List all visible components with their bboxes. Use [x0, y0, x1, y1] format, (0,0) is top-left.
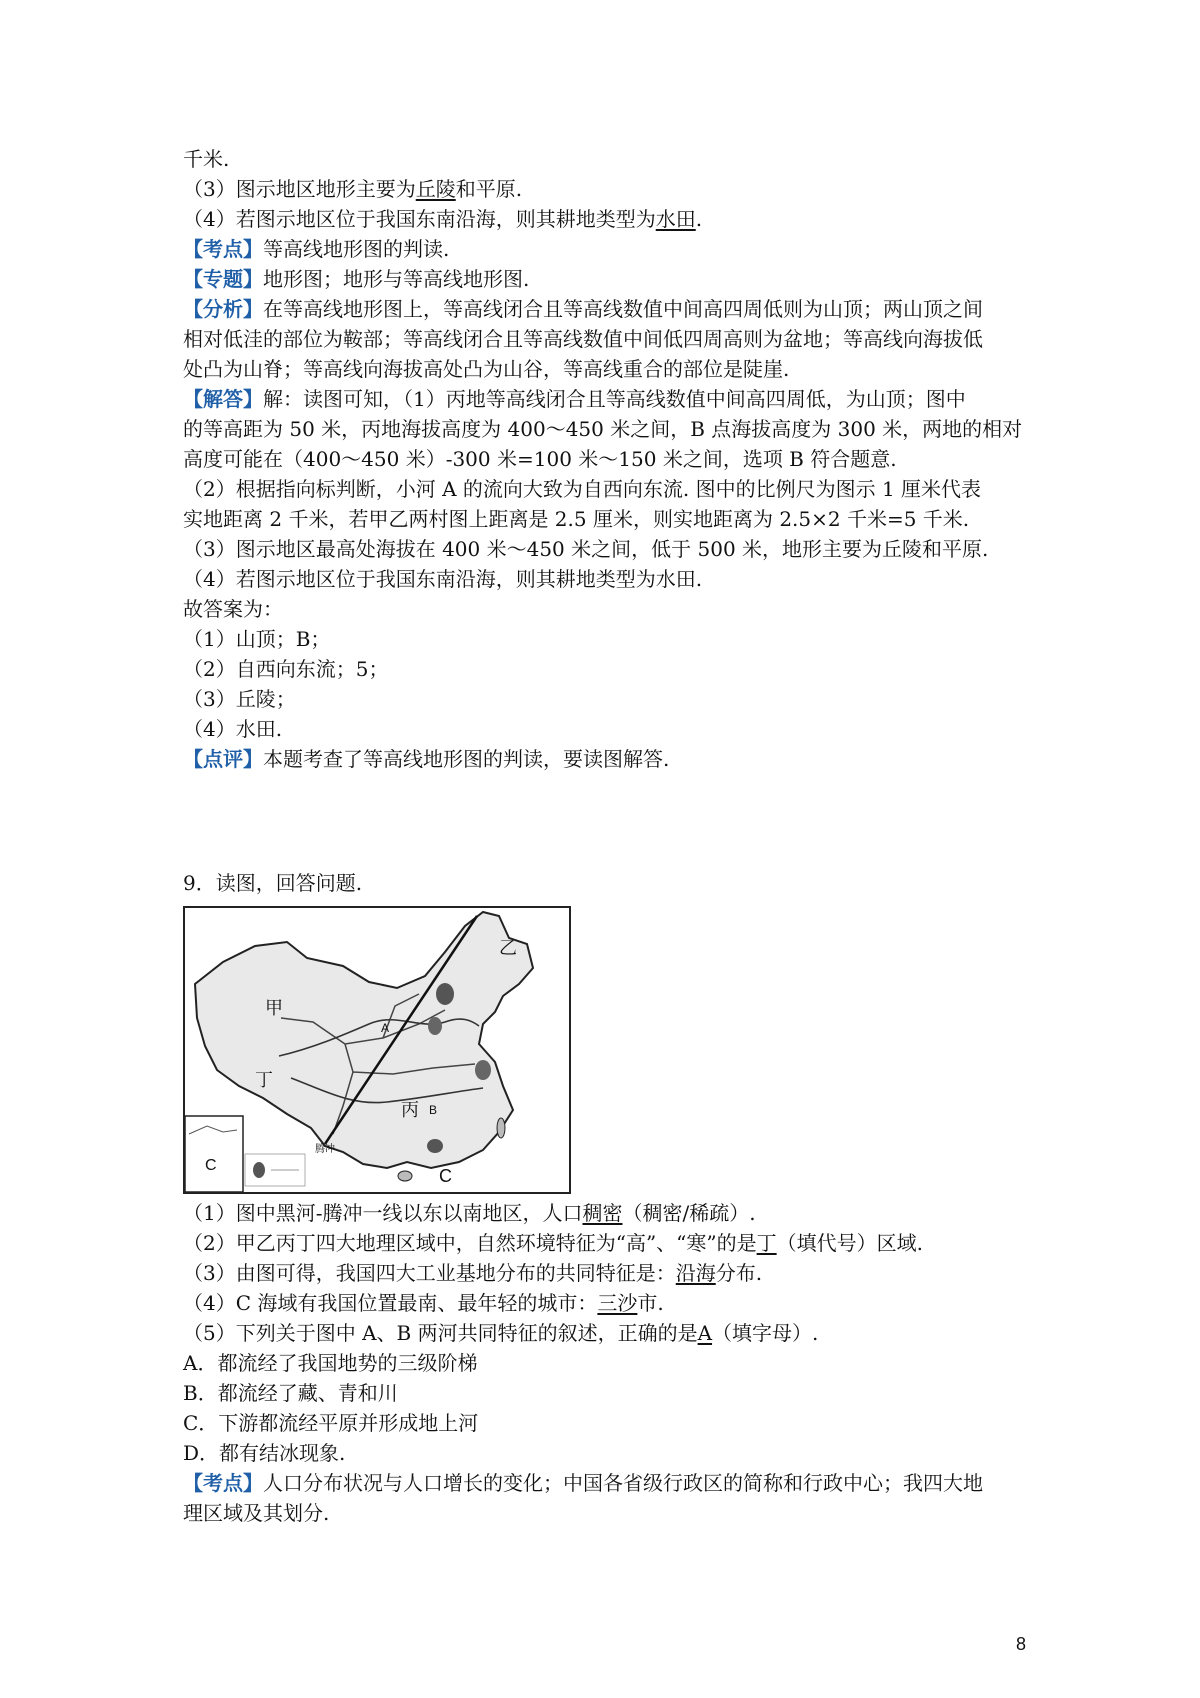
answer-blank: 三沙 — [597, 1291, 638, 1315]
text-line: （3）图示地区地形主要为丘陵和平原. — [183, 177, 523, 201]
zhuanti-line: 【专题】地形图；地形与等高线地形图. — [183, 267, 530, 291]
answer-blank: 水田 — [655, 207, 696, 231]
china-map-figure — [183, 906, 571, 1194]
dianping-tag: 【点评】 — [183, 747, 263, 771]
sea-label-c-main: C — [439, 1166, 452, 1186]
text-line: 故答案为： — [183, 597, 283, 621]
text-line: （2）根据指向标判断，小河 A 的流向大致为自西向东流. 图中的比例尺为图示 1 厘米代表 — [183, 477, 982, 501]
zhuanti-tag: 【专题】 — [183, 267, 263, 291]
river-label-a: A — [381, 1021, 390, 1035]
tengchong-label: 腾冲 — [315, 1144, 335, 1155]
option-b: B．都流经了藏、青和川 — [183, 1381, 398, 1405]
sub-question: （4）C 海域有我国位置最南、最年轻的城市：三沙市. — [183, 1291, 664, 1315]
option-c: C．下游都流经平原并形成地上河 — [183, 1411, 479, 1435]
jieda-tag: 【解答】 — [183, 387, 263, 411]
text-line: （2）自西向东流；5； — [183, 657, 389, 681]
question-title: 9．读图，回答问题. — [183, 871, 363, 895]
text-line: 理区域及其划分. — [183, 1501, 330, 1525]
region-label-bing: 丙 — [401, 1100, 419, 1121]
kaodian-tag: 【考点】 — [183, 1471, 263, 1495]
text-line: （3）丘陵； — [183, 687, 296, 711]
industrial-base-zhujiang — [427, 1139, 443, 1153]
legend-industrial-icon — [253, 1162, 265, 1178]
industrial-base-liaozhong — [436, 983, 454, 1005]
answer-blank: 丁 — [756, 1231, 777, 1255]
text-line: 处凸为山脊；等高线向海拔高处凸为山谷，等高线重合的部位是陡崖. — [183, 357, 790, 381]
text-line: 千米. — [183, 147, 230, 171]
industrial-base-huning — [475, 1060, 491, 1080]
region-label-yi: 乙 — [499, 938, 517, 959]
region-label-jia: 甲 — [265, 998, 283, 1019]
text-line: （4）若图示地区位于我国东南沿海，则其耕地类型为水田. — [183, 207, 703, 231]
answer-blank: A — [697, 1321, 713, 1345]
kaodian-tag: 【考点】 — [183, 237, 263, 261]
sub-question: （2）甲乙丙丁四大地理区域中，自然环境特征为“高”、“寒”的是丁（填代号）区域. — [183, 1231, 923, 1255]
fenxi-line: 【分析】在等高线地形图上，等高线闭合且等高线数值中间高四周低则为山顶；两山顶之间 — [183, 297, 983, 321]
jieda-line: 【解答】解：读图可知，（1）丙地等高线闭合且等高线数值中间高四周低，为山顶；图中 — [183, 387, 966, 411]
text-line: （1）山顶；B； — [183, 627, 331, 651]
fenxi-tag: 【分析】 — [183, 297, 263, 321]
text-line: 实地距离 2 千米，若甲乙两村图上距离是 2.5 厘米，则实地距离为 2.5×2 千米=5 千米. — [183, 507, 970, 531]
kaodian-line: 【考点】等高线地形图的判读. — [183, 237, 450, 261]
region-label-ding: 丁 — [255, 1070, 273, 1091]
industrial-base-jingjintang — [428, 1017, 442, 1035]
river-label-b: B — [429, 1103, 438, 1117]
sub-question: （3）由图可得，我国四大工业基地分布的共同特征是：沿海分布. — [183, 1261, 763, 1285]
option-d: D．都有结冰现象. — [183, 1441, 346, 1465]
text-line: 相对低洼的部位为鞍部；等高线闭合且等高线数值中间低四周高则为盆地；等高线向海拔低 — [183, 327, 983, 351]
answer-blank: 沿海 — [675, 1261, 716, 1285]
answer-blank: 丘陵 — [415, 177, 456, 201]
page-number: 8 — [1016, 1634, 1027, 1654]
sea-label-c-inset: C — [205, 1157, 217, 1174]
south-sea-inset — [185, 1116, 243, 1192]
text-line: （3）图示地区最高处海拔在 400 米～450 米之间，低于 500 米，地形主要为丘陵和平原. — [183, 537, 989, 561]
text-line: （4）水田. — [183, 717, 283, 741]
text-line: 的等高距为 50 米，丙地海拔高度为 400～450 米之间，B 点海拔高度为 300 米，两地的相对 — [183, 417, 1023, 441]
taiwan-island — [497, 1118, 505, 1138]
sub-question: （5）下列关于图中 A、B 两河共同特征的叙述，正确的是A（填字母）. — [183, 1321, 819, 1345]
kaodian-line: 【考点】人口分布状况与人口增长的变化；中国各省级行政区的简称和行政中心；我四大地 — [183, 1471, 983, 1495]
sub-question: （1）图中黑河-腾冲一线以东以南地区，人口稠密（稠密/稀疏）. — [183, 1201, 756, 1225]
dianping-line: 【点评】本题考查了等高线地形图的判读，要读图解答. — [183, 747, 670, 771]
answer-blank: 稠密 — [582, 1201, 623, 1225]
option-a: A．都流经了我国地势的三级阶梯 — [183, 1351, 478, 1375]
text-line: 高度可能在（400～450 米）-300 米=100 米～150 米之间，选项 B 符合题意. — [183, 447, 897, 471]
hainan-island — [398, 1171, 412, 1181]
text-line: （4）若图示地区位于我国东南沿海，则其耕地类型为水田. — [183, 567, 703, 591]
